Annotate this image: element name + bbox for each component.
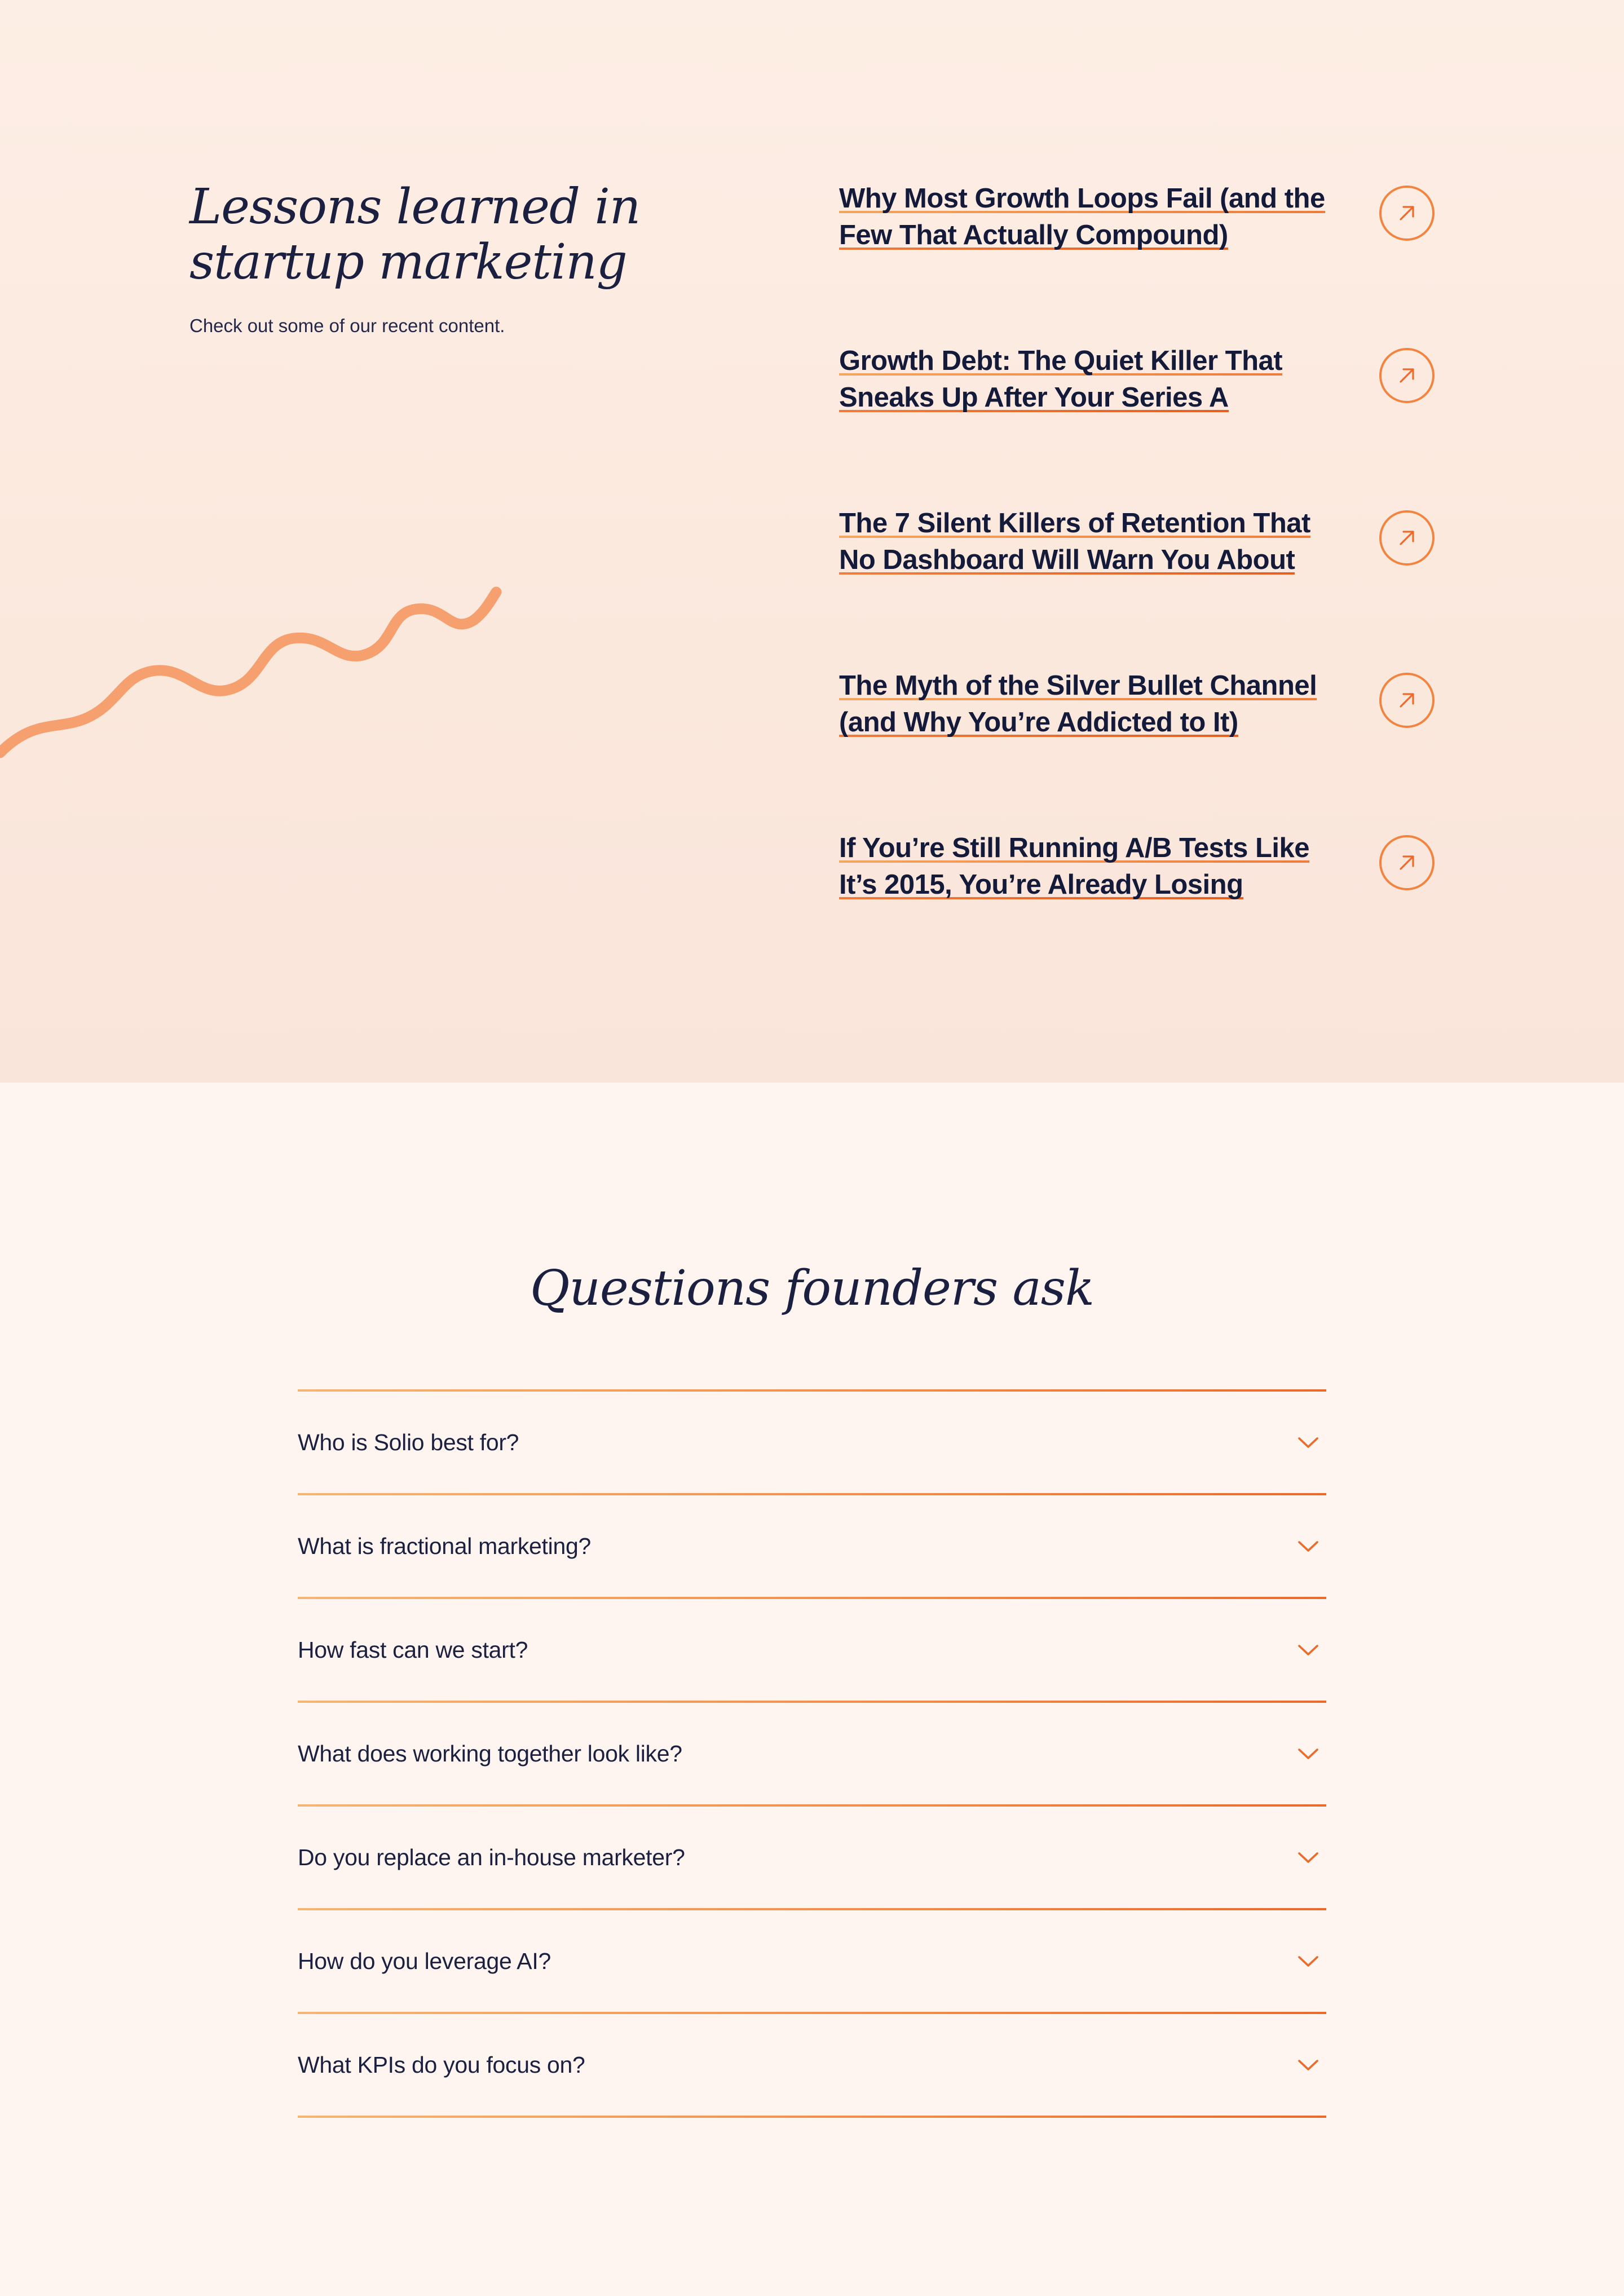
article-list	[839, 180, 1437, 992]
article-item	[839, 505, 1437, 668]
chevron-down-icon[interactable]	[1295, 1740, 1322, 1767]
article-title: The 7 Silent Killers of Retention That No Dashboard Will Warn You About	[839, 508, 1310, 575]
article-item	[839, 668, 1437, 830]
chevron-down-icon[interactable]	[1295, 2051, 1322, 2078]
article-item	[839, 343, 1437, 505]
blog-title-line-2: startup marketing	[189, 234, 627, 290]
article-item	[839, 180, 1437, 343]
faq-item[interactable]	[298, 1495, 1326, 1597]
faq-question: How do you leverage AI?	[298, 1948, 551, 1974]
blog-section	[0, 0, 1624, 1083]
arrow-up-right-icon	[1396, 527, 1418, 549]
faq-item[interactable]	[298, 1807, 1326, 1908]
article-arrow-button[interactable]	[1379, 510, 1435, 566]
arrow-up-right-icon	[1396, 364, 1418, 387]
blog-section-subtitle: Check out some of our recent content.	[189, 315, 505, 336]
faq-question: How fast can we start?	[298, 1636, 528, 1663]
faq-question: Who is Solio best for?	[298, 1429, 519, 1455]
chevron-down-icon[interactable]	[1295, 1844, 1322, 1871]
article-title: Why Most Growth Loops Fail (and the Few That Actually Compound)	[839, 183, 1325, 250]
blog-section-title	[189, 179, 641, 290]
article-link[interactable]	[839, 505, 1335, 579]
faq-question: Do you replace an in-house marketer?	[298, 1844, 685, 1870]
faq-question: What KPIs do you focus on?	[298, 2051, 585, 2078]
article-link[interactable]	[839, 830, 1335, 903]
faq-item[interactable]	[298, 1910, 1326, 2012]
chevron-down-icon[interactable]	[1295, 1429, 1322, 1456]
faq-section-title: Questions founders ask	[529, 1260, 1095, 1317]
article-arrow-button[interactable]	[1379, 348, 1435, 403]
article-link[interactable]	[839, 180, 1335, 254]
arrow-up-right-icon	[1396, 851, 1418, 874]
faq-item[interactable]	[298, 1599, 1326, 1701]
chevron-down-icon[interactable]	[1295, 1533, 1322, 1560]
arrow-up-right-icon	[1396, 689, 1418, 712]
faq-item[interactable]	[298, 1392, 1326, 1493]
article-title: If You’re Still Running A/B Tests Like It’s 2015, You’re Already Losing	[839, 833, 1310, 900]
article-item	[839, 830, 1437, 992]
article-link[interactable]	[839, 668, 1335, 741]
article-arrow-button[interactable]	[1379, 186, 1435, 241]
article-arrow-button[interactable]	[1379, 835, 1435, 890]
faq-divider	[298, 2116, 1326, 2118]
faq-item[interactable]	[298, 2014, 1326, 2116]
decorative-squiggle	[0, 564, 508, 767]
article-title: The Myth of the Silver Bullet Channel (and Why You’re Addicted to It)	[839, 670, 1317, 738]
article-title: Growth Debt: The Quiet Killer That Sneaks Up After Your Series A	[839, 346, 1283, 413]
article-arrow-button[interactable]	[1379, 673, 1435, 728]
faq-question: What does working together look like?	[298, 1740, 682, 1767]
faq-item[interactable]	[298, 1703, 1326, 1804]
blog-title-line-1: Lessons learned in	[189, 179, 641, 235]
chevron-down-icon[interactable]	[1295, 1636, 1322, 1663]
article-link[interactable]	[839, 343, 1335, 416]
arrow-up-right-icon	[1396, 202, 1418, 224]
faq-question: What is fractional marketing?	[298, 1533, 591, 1559]
chevron-down-icon[interactable]	[1295, 1948, 1322, 1975]
faq-list	[298, 1389, 1326, 2118]
